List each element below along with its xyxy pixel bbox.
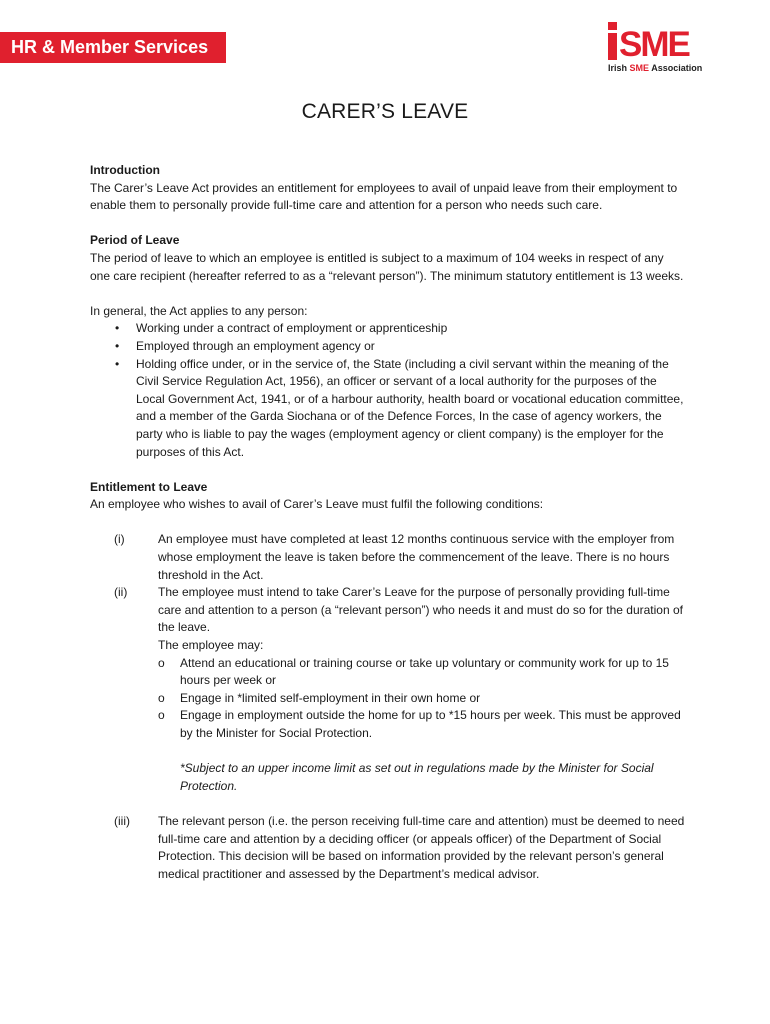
- general-text: In general, the Act applies to any person:: [90, 303, 308, 318]
- list-item: o Engage in employment outside the home for up to *15 hours per week. This must be approved by the Minister for Social Protection.: [158, 708, 681, 740]
- entitlement-text: An employee who wishes to avail of Carer’s Leave must fulfil the following conditions:: [90, 497, 544, 512]
- logo-i-glyph: [608, 22, 617, 60]
- logo-tagline: Irish SME Association: [608, 63, 703, 73]
- document-body: [90, 162, 686, 883]
- hr-member-services-banner: [0, 32, 226, 63]
- applies-list: [90, 320, 686, 461]
- condition-item: (iii) The relevant person (i.e. the person receiving full-time care and attention) must be deemed to need full-time care and attention by a deciding officer (or appeals officer) of the Department of Social Protection. This decision will be based on information provided by the relevant person’s general medical practitioner and assessed by the Department’s medical advisor.: [114, 813, 685, 881]
- list-item: o Engage in *limited self-employment in their own home or: [158, 690, 481, 705]
- intro-text: The Carer’s Leave Act provides an entitlement for employees to avail of unpaid leave from their employment to enable them to personally provide full-time care and attention for a person who needs such care.: [90, 180, 678, 213]
- may-text: The employee may:: [158, 638, 264, 653]
- page-title: CARER’S LEAVE: [301, 100, 469, 123]
- income-limit-note: *Subject to an upper income limit as set out in regulations made by the Minister for Social Protection.: [180, 761, 654, 793]
- banner-text: HR & Member Services: [11, 37, 209, 57]
- period-text: The period of leave to which an employee is entitled is subject to a maximum of 104 weeks in respect of any one care recipient (hereafter referred to as a “relevant person”). The minimum statutory entitlement is 13 weeks.: [90, 250, 684, 283]
- list-item: • Holding office under, or in the service of, the State (including a civil servant within the meaning of the Civil Service Regulation Act, 1956), an officer or servant of a local authority for the purposes of the Local Government Act, 1941, or of a harbour authority, health board or vocational education committee, and a member of the Garda Siochana or of the Defence Forces, In the case of agency workers, the party who is liable to pay the wages (employment agency or client company) is the employer for the purposes of this Act.: [115, 356, 684, 459]
- intro-heading: Introduction: [90, 163, 160, 177]
- list-item: • Working under a contract of employment or apprenticeship: [115, 321, 448, 336]
- period-heading: Period of Leave: [90, 233, 180, 248]
- logo-sme-text: SME: [619, 25, 689, 64]
- list-item: o Attend an educational or training course or take up voluntary or community work for up to 15 hours per week or: [158, 655, 669, 688]
- isme-logo: [608, 22, 708, 76]
- entitlement-heading: Entitlement to Leave: [90, 479, 208, 494]
- condition-item: (ii) The employee must intend to take Carer’s Leave for the purpose of personally providing full-time care and attention to a person (a “relevant person”) who needs it and must do so for the duration of the leave. The employee may: o Attend an educational or training course or take up voluntary or community work for up to 15 hours per week or o Engage in *limited self-employment in their own home or o Engage in employment outside the home for up to *15 hours per week. This must be approved by the Minister for Social Protection. *Subject to an upper income limit as set out in regulations made by the Minister for Social Protection.: [90, 584, 686, 813]
- logo-mark: [608, 22, 708, 64]
- list-item: • Employed through an employment agency or: [115, 338, 375, 353]
- may-list: [158, 655, 686, 743]
- condition-item: (i) An employee must have completed at least 12 months continuous service with the employer from whose employment the leave is taken before the commencement of the leave. There is no hours threshold in the Act.: [114, 532, 675, 582]
- conditions-list: [90, 531, 686, 883]
